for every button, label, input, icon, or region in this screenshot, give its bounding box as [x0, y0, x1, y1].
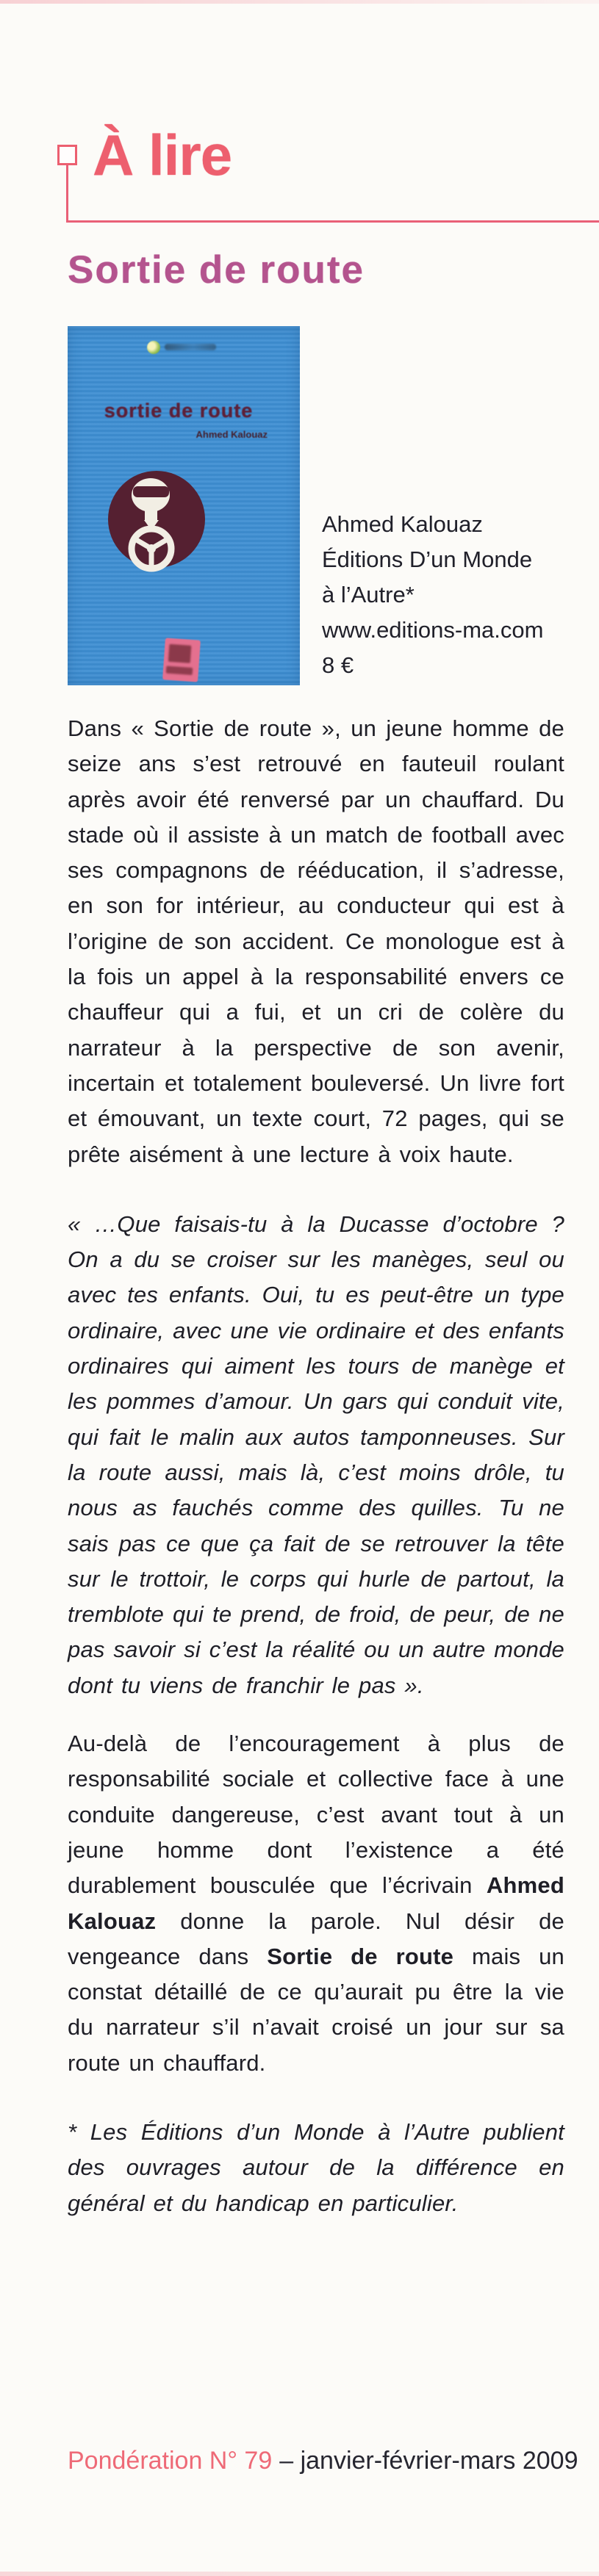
publisher-logo-icon: [147, 339, 228, 358]
price-sticker: [162, 638, 201, 682]
book-author: Ahmed Kalouaz: [322, 511, 483, 537]
closing-text-2: donne la parole. Nul désir de vengeance dans: [68, 1908, 564, 1969]
section-bullet-square-icon: [57, 145, 77, 165]
scan-artifact-top: [0, 0, 599, 4]
footer-date: – janvier-février-mars 2009: [279, 2447, 578, 2475]
footer-issue: Pondération N° 79: [68, 2447, 273, 2475]
article-title: Sortie de route: [68, 248, 365, 292]
sticker-stamp-mark: [166, 666, 193, 675]
book-price: 8 €: [322, 652, 354, 678]
paragraph-quote: « …Que faisais-tu à la Ducasse d’octobre ? On a du se croiser sur les manèges, seul ou avec tes enfants. Oui, tu es peut-être un type ordinaire, avec une vie ordinaire et des enfants ordinaires qui aiment les tours de manège et les pommes d’amour. Un gars qui conduit vite, qui fait le malin aux autos tamponneuses. Sur la route aussi, mais là, c’est moins drôle, tu nous as fauchés comme des quilles. Tu ne sais pas ce que ça fait de se retrouver la tête sur le trottoir, le corps qui hurle de partout, la tremblote qui te prend, de froid, de peur, de ne pas savoir si c’est la réalité ou un autre monde dont tu viens de franchir le pas ».: [68, 1211, 564, 1698]
section-rule-vertical: [66, 165, 68, 221]
sticker-stamp-mark: [168, 644, 192, 663]
paragraph-review: Dans « Sortie de route », un jeune homme de seize ans s’est retrouvé en fauteuil roulant après avoir été renversé par un chauffard. Du stade où il assiste à un match de football avec ses compagnons de rééducation, il s’adresse, en son for intérieur, au conducteur qui est à l’origine de son accident. Ce monologue est à la fois un appel à la responsabilité envers ce chauffeur qui a fui, et un cri de colère du narrateur à la perspective de son avenir, incertain et totalement bouleversé. Un livre fort et émouvant, un texte court, 72 pages, qui se prête aisément à une lecture à voix haute.: [68, 715, 564, 1167]
driver-illustration-icon: [98, 466, 209, 583]
author-name-bold: Ahmed Kalouaz: [68, 1872, 564, 1934]
scan-artifact-bottom: [0, 2572, 599, 2576]
page-footer: [68, 2443, 578, 2478]
article-body: [68, 711, 564, 2221]
closing-text-1: Au-delà de l’encouragement à plus de responsabilité sociale et collective face à une conduite dangereuse, c’est avant tout à un jeune homme dont l’existence a été durablement bousculée que l’écrivain: [68, 1731, 564, 1899]
book-website: www.editions-ma.com: [322, 617, 544, 643]
section-title: À lire: [93, 123, 232, 187]
book-publisher-line2: à l’Autre*: [322, 582, 415, 607]
book-title-bold: Sortie de route: [267, 1943, 454, 1969]
book-info: [322, 507, 543, 683]
book-publisher-line1: Éditions D’un Monde: [322, 546, 533, 572]
cover-author: Ahmed Kalouaz: [196, 429, 268, 440]
publisher-logo-wordmark: [165, 344, 216, 350]
paragraph-footnote: * Les Éditions d’un Monde à l’Autre publient des ouvrages autour de la différence en général et du handicap en particulier.: [68, 2118, 564, 2216]
book-cover: [68, 326, 300, 685]
paragraph-closing: [68, 1726, 564, 2081]
section-rule-horizontal: [66, 220, 599, 223]
publisher-logo-blob-icon: [147, 341, 160, 354]
cover-title: sortie de route: [104, 400, 254, 422]
closing-text-3: mais un constat détaillé de ce qu’aurait pu être la vie du narrateur s’il n’avait croisé un jour sur sa route un chauffard.: [68, 1943, 564, 2076]
